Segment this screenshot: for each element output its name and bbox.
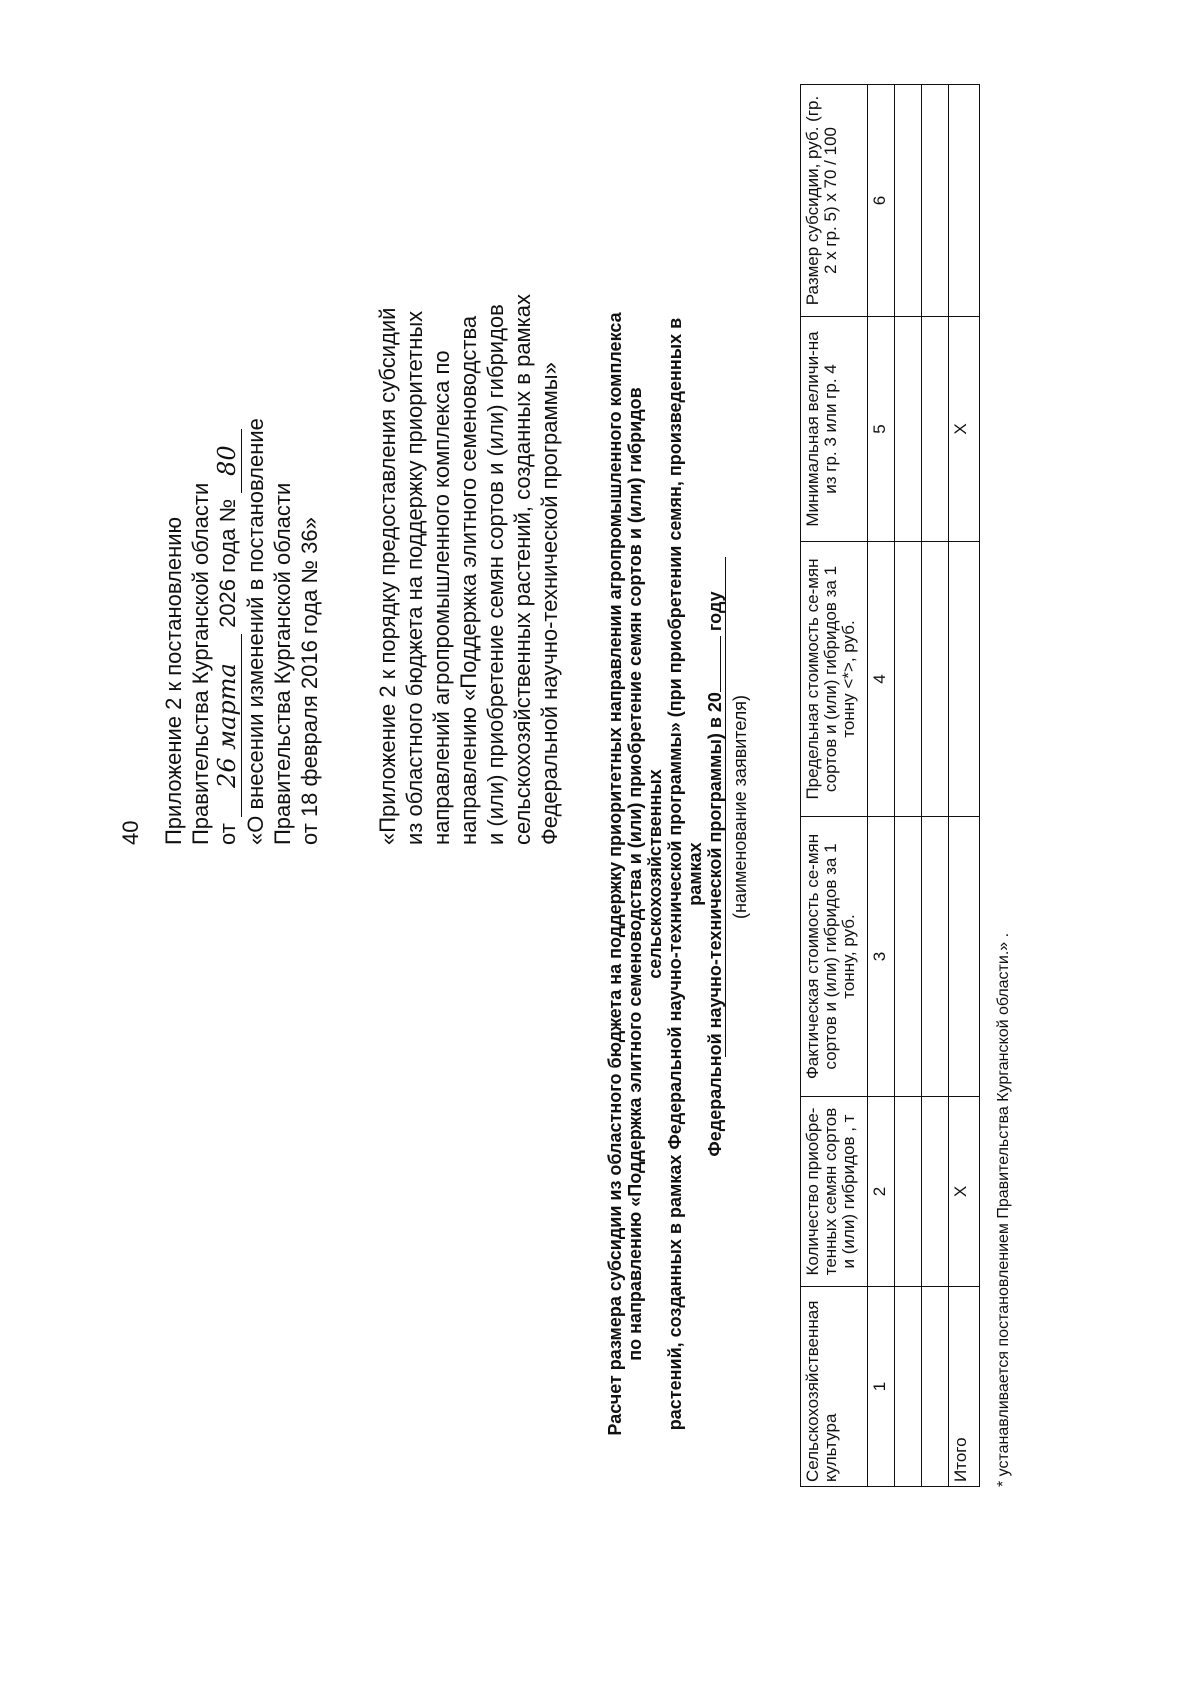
total-cell	[949, 85, 980, 317]
total-cell	[949, 817, 980, 1097]
table-cell	[895, 817, 922, 1097]
header-limit-cost: Предельная стоимость се-мян сортов и (или) гибридов за 1 тонну <*>, руб.	[801, 542, 868, 817]
table-cell	[922, 85, 949, 317]
header-minimum-value: Минимальная величи-на из гр. 3 или гр. 4	[801, 317, 868, 542]
appendix-line-1: Приложение 2 к постановлению	[161, 516, 186, 845]
table-cell: 2	[868, 1097, 895, 1287]
header-crop: Сельскохозяйственная культура	[801, 1287, 868, 1487]
footnote: * устанавливается постановлением Правительства Курганской области.» .	[995, 932, 1012, 1487]
table-cell	[895, 1287, 922, 1487]
table-header-row	[801, 85, 868, 1487]
handwritten-number: 80	[214, 429, 242, 493]
appendix-line-5: Правительства Курганской области	[270, 482, 295, 845]
table-cell	[922, 817, 949, 1097]
order-line: «Приложение 2 к порядку предоставления субсидий	[375, 307, 400, 845]
table-cell: 5	[868, 317, 895, 542]
applicant-field	[725, 557, 751, 1057]
total-cell: X	[949, 1097, 980, 1287]
table-cell	[922, 1097, 949, 1287]
title-line-4	[705, 299, 725, 1449]
table-cell	[895, 542, 922, 817]
table-row-empty	[895, 85, 922, 1487]
column-number-row	[868, 85, 895, 1487]
applicant-caption: (наименование заявителя)	[730, 694, 750, 920]
order-line: направлению «Поддержка элитного семеноводства	[456, 315, 481, 845]
order-line: и (или) приобретение семян сортов и (или) гибридов	[483, 304, 508, 845]
total-cell: X	[949, 317, 980, 542]
table-cell	[922, 1287, 949, 1487]
handwritten-date: 26 марта	[214, 634, 242, 817]
appendix-line-2: Правительства Курганской области	[188, 482, 213, 845]
title-line-4-prefix: Федеральной научно-технической программы) в 20	[705, 692, 725, 1157]
year-blank	[720, 636, 721, 692]
year-text: 2026 года №	[215, 498, 240, 628]
table-row-empty	[922, 85, 949, 1487]
table-cell: 3	[868, 817, 895, 1097]
appendix-header	[160, 285, 323, 845]
title-line-3: растений, созданных в рамках Федеральной научно-технической программы» (при приобретении семян, произведенных в рамках	[665, 317, 705, 1431]
table-total-row	[949, 85, 980, 1487]
page-number: 40	[118, 820, 143, 845]
title-line-2: по направлению «Поддержка элитного семеноводства и (или) приобретение семян сортов и (или) гибридов сельскохозяйственных	[625, 387, 665, 1361]
header-quantity: Количество приобре-тенных семян сортов и (или) гибридов , т	[801, 1097, 868, 1287]
total-cell	[949, 542, 980, 817]
calculation-title	[605, 299, 725, 1449]
table-cell	[895, 1097, 922, 1287]
order-line: Федеральной научно-технической программы»	[537, 362, 562, 845]
appendix-line-6: от 18 февраля 2016 года № 36»	[297, 517, 322, 845]
appendix-date-line	[214, 285, 242, 845]
header-subsidy-amount: Размер субсидии, руб. (гр. 2 х гр. 5) х 70 / 100	[801, 85, 868, 317]
applicant-underline	[725, 557, 726, 1057]
order-line: из областного бюджета на поддержку приоритетных	[402, 310, 427, 845]
table-cell: 4	[868, 542, 895, 817]
table-cell	[922, 542, 949, 817]
order-line: сельскохозяйственных растений, созданных в рамках	[510, 293, 535, 845]
table-cell: 1	[868, 1287, 895, 1487]
subsidy-calculation-table	[800, 84, 980, 1487]
order-line: направлений агропромышленного комплекса по	[429, 350, 454, 845]
table-cell	[895, 317, 922, 542]
appendix-line-4: «О внесении изменений в постановление	[243, 418, 268, 845]
title-line-1: Расчет размера субсидии из областного бюджета на поддержку приоритетных направлении агропромышленного комплекса	[605, 312, 625, 1436]
table-cell	[895, 85, 922, 317]
table-cell: 6	[868, 85, 895, 317]
total-label: Итого	[949, 1287, 980, 1487]
from-label: от	[215, 823, 240, 845]
table-cell	[922, 317, 949, 542]
title-line-4-suffix: году	[705, 591, 725, 632]
header-actual-cost: Фактическая стоимость се-мян сортов и (или) гибридов за 1 тонну, руб.	[801, 817, 868, 1097]
order-reference-block	[374, 265, 563, 845]
